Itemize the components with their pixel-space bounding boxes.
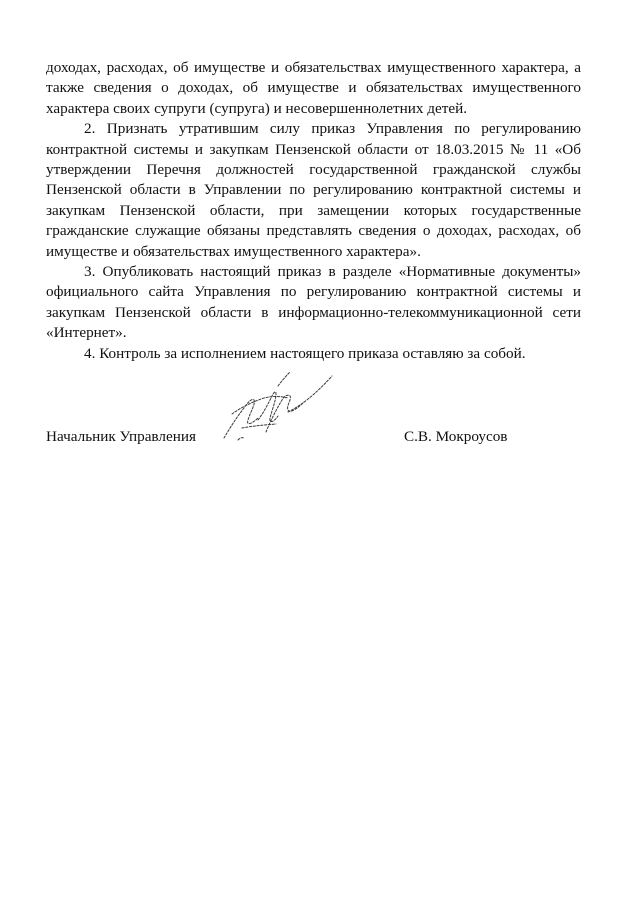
paragraph-item-4: 4. Контроль за исполнением настоящего приказа оставляю за собой.	[84, 344, 526, 362]
paragraph-item-3: 3. Опубликовать настоящий приказ в разделе «Нормативные документы» официального сайта Управления по регулированию контрактной системы и закупкам Пензенской области в информационно-телекоммуникационной сети «Интернет».	[46, 263, 581, 342]
paragraph-item-2: 2. Признать утратившим силу приказ Управления по регулированию контрактной системы и закупкам Пензенской области от 18.03.2015 № 11 «Об утверждении Перечня должностей государственной гражданской службы Пензенской области в Управлении по регулированию контрактной системы и закупкам Пензенской области, при замещении которых государственные гражданские служащие обязаны представлять сведения о доходах, расходах, об имуществе и обязательствах имущественного характера».	[46, 120, 581, 260]
signatory-name: С.В. Мокроусов	[404, 428, 508, 445]
signatory-position: Начальник Управления	[46, 428, 196, 445]
document-body	[46, 58, 581, 364]
signature-block	[46, 427, 581, 449]
paragraph-continuation: доходах, расходах, об имуществе и обязательствах имущественного характера, а также сведения о доходах, об имуществе и обязательствах имущественного характера своих супруги (супруга) и несовершеннолетних детей.	[46, 59, 581, 117]
